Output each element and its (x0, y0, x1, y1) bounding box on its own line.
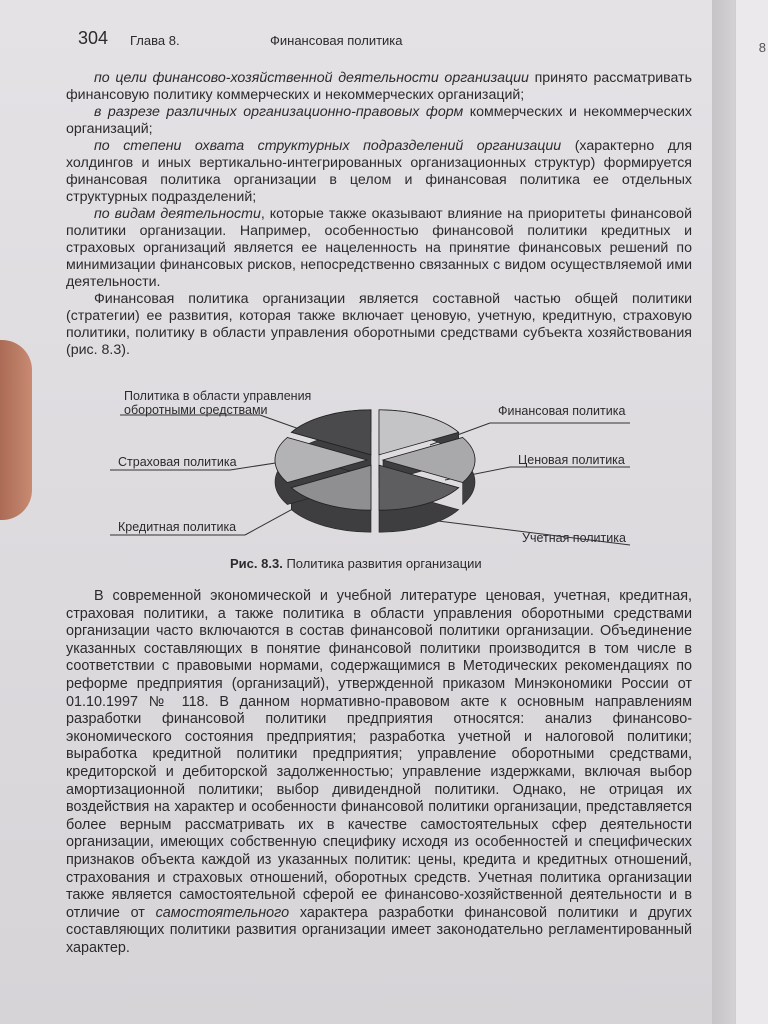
intro-paragraph: Финансовая политика организации является составной частью общей политики (стратегии) ее развития, которая также включает ценовую, учетную, кредитную, страховую политики, политику в области управления оборотными средствами субъекта хозяйствования (рис. 8.3). (66, 291, 692, 358)
pie-slices (275, 410, 475, 532)
label-accounting-policy: Учетная политика (522, 531, 626, 545)
figure-caption: Рис. 8.3. Политика развития организации (230, 556, 482, 571)
running-title: Финансовая политика (270, 33, 403, 48)
list-item: по степени охвата структурных подразделений организации (характерно для холдингов и иных вертикально-интегрированных организационных структур) формируется финансовая политика организации в целом и финансовая политика ее отдельных структурных подразделений; (66, 138, 692, 205)
list-item: по видам деятельности, которые также оказывают влияние на приоритеты финансовой политики организации. Например, особенностью финансовой политики кредитных и страховых организаций является ее нацеленность на принятие финансовых решений по минимизации финансовых рисков, непосредственно связанных с видом осуществляемой ими деятельности. (66, 206, 692, 290)
list-block (66, 70, 692, 359)
figure-8-3 (110, 385, 640, 575)
finger (0, 340, 32, 520)
page-header (78, 28, 698, 52)
page-number: 304 (78, 28, 109, 48)
label-working-capital: Политика в области управления оборотными средствами (124, 389, 312, 417)
label-insurance-policy: Страховая политика (118, 455, 237, 469)
main-text (66, 588, 692, 957)
list-item: в разрезе различных организационно-правовых форм коммерческих и некоммерческих организаций; (66, 104, 692, 137)
label-credit-policy: Кредитная политика (118, 520, 237, 534)
main-paragraph: В современной экономической и учебной литературе ценовая, учетная, кредитная, страховая политики, а также политика в области управления оборотными средствами организации часто включаются в состав финансовой политики организации. Объединение указанных составляющих в понятие финансовой политики производится в том числе в соответствии с правовыми нормами, содержащимися в Методических рекомендациях по реформе предприятия (организаций), утвержденной приказом Минэкономики России от 01.10.1997 № 118. В данном нормативно-правовом акте к основным направлениям разработки финансовой политики предприятия относятся: анализ финансово-экономического состояния предприятия; разработка учетной и налоговой политики; выработка кредитной политики предприятия; управление оборотными средствами, кредиторской и дебиторской задолженностью; управление издержками, включая выбор амортизационной политики; выбор дивидендной политики. Однако, не отрицая их воздействия на характер и особенности финансовой политики организации, представляется более верным рассматривать их в качестве самостоятельных сфер деятельности организации, имеющих собственную специфику исходя из особенностей и специфических признаков объекта каждой из указанных политик: цены, кредита и кредитных отношений, страхования и страховых отношений, оборотных средств. Учетная политика организации также является самостоятельной сферой ее финансово-хозяйственной деятельности и в отличие от самостоятельного характера разработки финансовой политики и других составляющих политики развития организации имеет законодательно регламентированный характер. (66, 588, 692, 956)
label-financial-policy: Финансовая политика (498, 404, 626, 418)
next-page-edge (735, 0, 768, 1024)
label-price-policy: Ценовая политика (518, 453, 625, 467)
chapter-label: Глава 8. (130, 33, 180, 48)
next-page-text: 8 (758, 40, 766, 55)
list-item: по цели финансово-хозяйственной деятельности организации принято рассматривать финансовую политику коммерческих и некоммерческих организаций; (66, 70, 692, 103)
